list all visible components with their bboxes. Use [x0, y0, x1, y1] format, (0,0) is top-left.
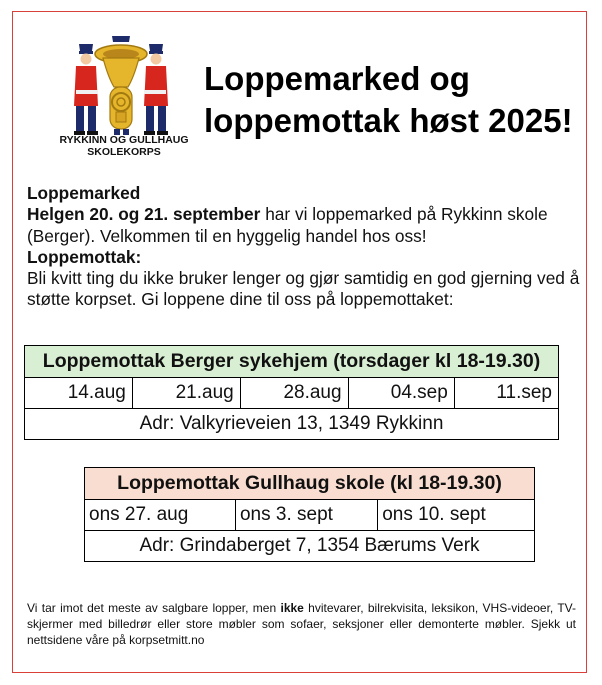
- note-part2: hvitevarer, bilrekvisita, leksikon, VHS-videoer, TV-skjermer med billedrør eller store møbler som sofaer, seksjoner eller demonterte møbler. Sjekk ut nettsidene våre på korpsetmitt.no: [27, 601, 577, 647]
- logo-caption: [34, 134, 214, 158]
- berger-date: 04.sep: [348, 378, 454, 409]
- heading-market: Loppemarked: [27, 183, 141, 203]
- note-bold: ikke: [280, 601, 304, 615]
- note-part1: Vi tar imot det meste av salgbare lopper, men: [27, 601, 281, 615]
- title-line1: Loppemarked og: [204, 60, 470, 97]
- gullhaug-header: Loppemottak Gullhaug skole (kl 18-19.30): [85, 468, 535, 500]
- logo-caption-line1: RYKKINN OG GULLHAUG: [59, 134, 189, 146]
- market-text: har vi loppemarked på Rykkinn skole (Berger). Velkommen til en hyggelig handel hos oss!: [27, 204, 548, 246]
- berger-date: 21.aug: [132, 378, 240, 409]
- page-title: [204, 58, 584, 142]
- gullhaug-date: ons 3. sept: [235, 500, 377, 531]
- berger-address: Adr: Valkyrieveien 13, 1349 Rykkinn: [25, 409, 559, 440]
- intro-text: [27, 183, 582, 311]
- gullhaug-date: ons 27. aug: [85, 500, 236, 531]
- berger-date: 11.sep: [454, 378, 558, 409]
- berger-schedule-table: [24, 345, 559, 440]
- title-line2: loppemottak høst 2025!: [204, 102, 573, 139]
- footer-note: [27, 600, 576, 648]
- berger-date: 28.aug: [240, 378, 348, 409]
- berger-date: 14.aug: [25, 378, 133, 409]
- gullhaug-schedule-table: [84, 467, 535, 562]
- receipt-paragraph: Bli kvitt ting du ikke bruker lenger og gjør samtidig en god gjerning ved å støtte korpset. Gi loppene dine til oss på loppemottaket:: [27, 268, 580, 310]
- logo-caption-line2: SKOLEKORPS: [87, 146, 161, 158]
- gullhaug-date: ons 10. sept: [378, 500, 535, 531]
- market-paragraph: [27, 204, 582, 247]
- market-dates: Helgen 20. og 21. september: [27, 204, 261, 225]
- heading-receipt: Loppemottak:: [27, 246, 142, 267]
- gullhaug-address: Adr: Grindaberget 7, 1354 Bærums Verk: [85, 531, 535, 562]
- berger-header: Loppemottak Berger sykehjem (torsdager kl 18-19.30): [25, 346, 559, 378]
